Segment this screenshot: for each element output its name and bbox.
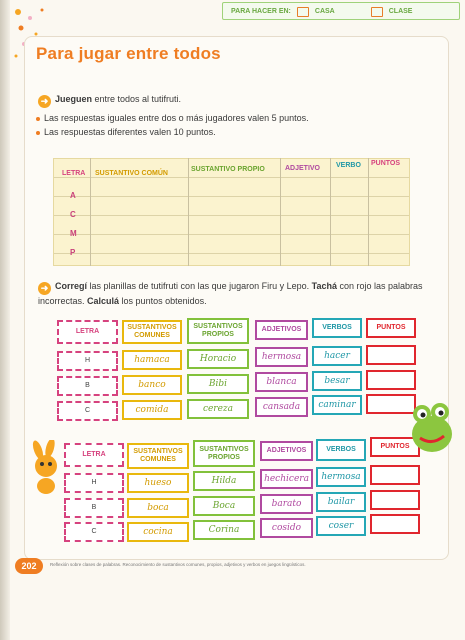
table1-header-propios: SUSTANTIVOS PROPIOS (187, 318, 249, 344)
table1-answer: comida (122, 400, 182, 420)
arrow-icon: ➜ (38, 282, 51, 295)
table2-answer: hueso (127, 473, 189, 493)
table2-answer: barato (260, 494, 313, 514)
frog-character-icon (402, 400, 458, 458)
instruction-1 (38, 94, 181, 108)
table2-letter: H (64, 473, 124, 493)
table1-points-input[interactable] (366, 370, 416, 390)
table1-answer: caminar (312, 395, 362, 415)
table2-letter: B (64, 498, 124, 518)
table2-answer: Corina (193, 520, 255, 540)
table2-header-adjetivos: ADJETIVOS (260, 441, 313, 461)
house-icon (297, 7, 309, 17)
notebook-header-verbo: VERBO (336, 162, 361, 169)
table1-letter: B (57, 376, 118, 396)
instruction-2-text-1: las planillas de tutifruti con las que jugaron Firu y Lepo. (87, 281, 312, 291)
table1-header-verbos: VERBOS (312, 318, 362, 338)
notebook-column-divider (280, 158, 281, 266)
table1-header-puntos: PUNTOS (366, 318, 416, 338)
notebook-header-letra: LETRA (62, 170, 86, 177)
table2-header-propios: SUSTANTIVOS PROPIOS (193, 440, 255, 467)
table2-answer: hermosa (316, 467, 366, 487)
table1-header-letra: LETRA (57, 320, 118, 344)
notebook-header-comun: SUSTANTIVO COMÚN (95, 170, 168, 177)
topbar-casa: CASA (314, 7, 335, 15)
table2-points-input[interactable] (370, 465, 420, 485)
table1-letter: C (57, 401, 118, 421)
notebook-letter: A (70, 191, 76, 200)
instruction-2 (38, 280, 428, 308)
table2-header-comunes: SUSTANTIVOS COMUNES (127, 443, 189, 469)
table2-header-puntos: PUNTOS (370, 437, 420, 457)
table1-answer: besar (312, 371, 362, 391)
activity-title: Para jugar entre todos (36, 44, 221, 63)
notebook-letter: M (70, 229, 77, 238)
table1-letter: H (57, 351, 118, 371)
notebook-column-divider (90, 158, 91, 266)
bunny-character-icon (28, 440, 68, 495)
table1-answer: blanca (255, 372, 308, 392)
page-number: 202 (15, 558, 43, 574)
page-spine (0, 0, 10, 640)
table2-answer: boca (127, 498, 189, 518)
table2-answer: cocina (127, 522, 189, 542)
instruction-1-rest: entre todos al tutifruti. (92, 94, 182, 104)
notebook-column-divider (330, 158, 331, 266)
table2-points-input[interactable] (370, 490, 420, 510)
notebook-header-propio: SUSTANTIVO PROPIO (191, 166, 265, 173)
school-icon (371, 7, 383, 17)
table1-answer: cansada (255, 397, 308, 417)
topbar-clase: CLASE (388, 7, 413, 15)
notebook-letter: P (70, 248, 76, 257)
instruction-2-bold-2: Tachá (311, 281, 337, 291)
table2-answer: bailar (316, 492, 366, 512)
instruction-2-bold-1: Corregí (55, 281, 88, 291)
notebook-column-divider (368, 158, 369, 266)
rule-bullet-1: Las respuestas iguales entre dos o más jugadores valen 5 puntos. (44, 113, 309, 123)
table1-answer: hamaca (122, 350, 182, 370)
instruction-2-text-2: con rojo las palabras incorrectas. (38, 281, 423, 306)
table2-answer: cosido (260, 518, 313, 538)
table2-answer: Boca (193, 496, 255, 516)
table1-answer: cereza (187, 399, 249, 419)
table1-answer: banco (122, 375, 182, 395)
activity-location-bar (222, 2, 460, 20)
table2-header-letra: LETRA (64, 443, 124, 467)
instruction-1-bold: Jueguen (55, 94, 93, 104)
table1-answer: Bibi (187, 374, 249, 394)
page-footer: Reflexión sobre clases de palabras. Reconocimiento de sustantivos comunes, propios, adjetivos y verbos en juegos lingüísticos. (50, 562, 306, 567)
table2-answer: Hilda (193, 471, 255, 491)
notebook-header-adjetivo: ADJETIVO (285, 165, 321, 172)
table1-answer: hermosa (255, 347, 308, 367)
table1-points-input[interactable] (366, 345, 416, 365)
notebook-letter: C (70, 210, 76, 219)
table1-answer: hacer (312, 346, 362, 366)
table1-header-adjetivos: ADJETIVOS (255, 320, 308, 340)
table2-answer: coser (316, 516, 366, 536)
notebook-header-puntos: PUNTOS (371, 160, 401, 167)
notebook-column-divider (188, 158, 189, 266)
table1-header-comunes: SUSTANTIVOS COMUNES (122, 320, 182, 344)
topbar-label: PARA HACER EN: (231, 7, 291, 15)
table2-answer: hechicera (260, 469, 313, 489)
table2-header-verbos: VERBOS (316, 439, 366, 461)
table1-answer: Horacio (187, 349, 249, 369)
table2-points-input[interactable] (370, 514, 420, 534)
arrow-icon: ➜ (38, 95, 51, 108)
instruction-2-text-3: los puntos obtenidos. (119, 296, 207, 306)
table2-letter: C (64, 522, 124, 542)
rule-bullet-2: Las respuestas diferentes valen 10 puntos. (44, 127, 216, 137)
instruction-2-bold-3: Calculá (87, 296, 120, 306)
